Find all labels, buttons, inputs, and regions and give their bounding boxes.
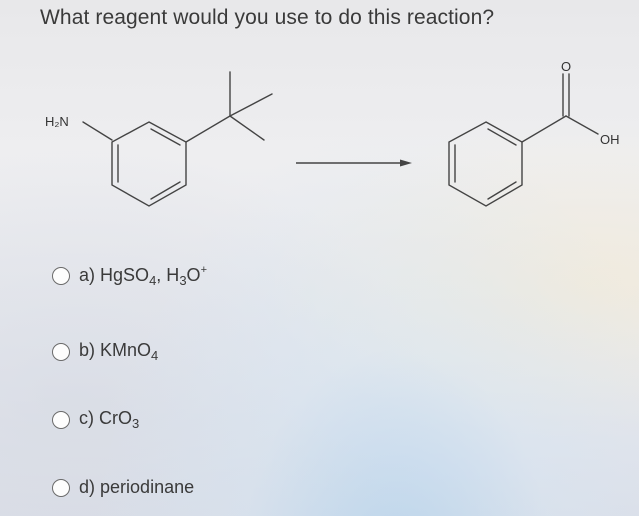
reaction-arrow	[296, 160, 412, 167]
option-b[interactable]	[52, 340, 158, 363]
product-structure	[449, 74, 598, 206]
radio-button-option-c[interactable]	[52, 411, 70, 429]
option-b-label: b) KMnO$_4$	[79, 340, 159, 363]
option-c[interactable]	[52, 408, 139, 431]
option-d-label: d) periodinane	[79, 477, 195, 497]
hydroxyl-label: OH	[600, 132, 620, 147]
reactant-structure	[83, 72, 272, 206]
radio-button-option-d[interactable]	[52, 479, 70, 497]
option-a-label: a) HgSO$_4$, $H_3O^+$	[79, 264, 207, 288]
radio-button-option-b[interactable]	[52, 343, 70, 361]
question-text: What reagent would you use to do this reaction?	[40, 6, 495, 29]
amine-label: H₂N	[45, 114, 69, 129]
carbonyl-oxygen-label: O	[561, 59, 572, 74]
radio-button-option-a[interactable]	[52, 267, 70, 285]
option-c-label: c) CrO$_3$	[79, 408, 140, 431]
option-d[interactable]	[52, 477, 194, 498]
option-a[interactable]	[52, 264, 207, 288]
